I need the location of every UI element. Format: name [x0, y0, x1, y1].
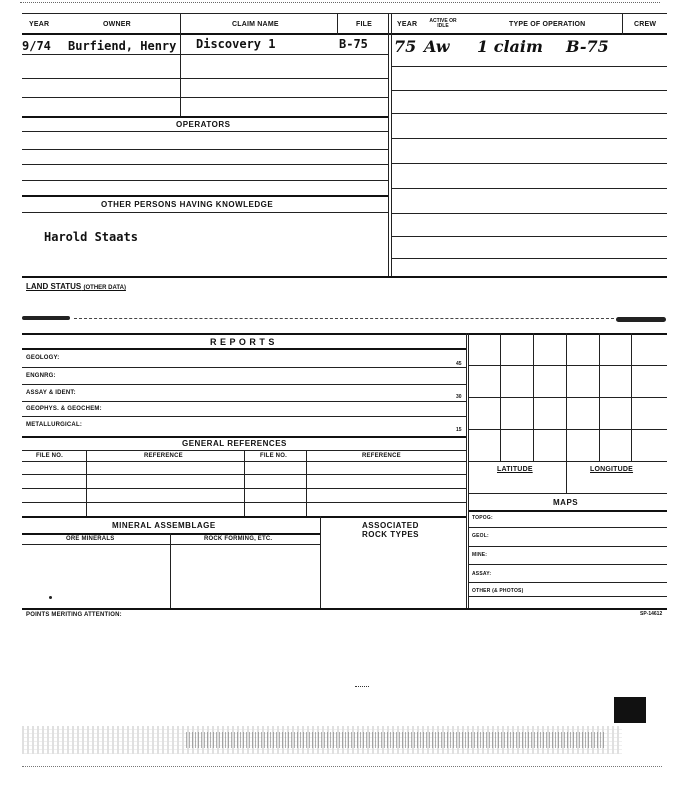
- reports-row-engnrg: ENGNRG:: [26, 373, 56, 379]
- rule: [22, 608, 667, 610]
- maps-row-mine: MINE:: [472, 552, 488, 558]
- rule: [469, 527, 667, 528]
- rule: [22, 276, 667, 278]
- rule: [22, 502, 466, 503]
- rule: [22, 131, 388, 132]
- header-type-of-operation: TYPE OF OPERATION: [509, 21, 586, 28]
- rule: [392, 213, 667, 214]
- refs-col-file-no-2: FILE NO.: [260, 453, 287, 459]
- divider: [337, 13, 338, 35]
- divider: [622, 13, 623, 35]
- rule: [22, 54, 388, 55]
- maps-title: MAPS: [553, 498, 579, 507]
- rule: [22, 78, 388, 79]
- reports-row-metallurgical: METALLURGICAL:: [26, 422, 83, 428]
- mineral-ore-minerals: ORE MINERALS: [66, 536, 115, 542]
- general-references-title: GENERAL REFERENCES: [182, 439, 287, 448]
- header-active-or-idle: ACTIVE OR IDLE: [429, 18, 457, 29]
- rule: [22, 97, 388, 98]
- latitude-label: LATITUDE: [497, 466, 533, 473]
- margin-number: 30: [456, 394, 462, 400]
- divider: [244, 450, 245, 516]
- rule: [22, 164, 388, 165]
- divider: [391, 13, 392, 278]
- rule: [22, 367, 466, 368]
- entry-year: 9/74: [22, 39, 51, 53]
- rule: [469, 564, 667, 565]
- scan-black-block: [614, 697, 646, 723]
- entry-file: B-75: [339, 37, 368, 51]
- rule: [22, 474, 466, 475]
- rule: [22, 13, 667, 14]
- rule: [469, 510, 667, 512]
- other-persons-name: Harold Staats: [44, 230, 138, 244]
- rule: [469, 582, 667, 583]
- rule: [469, 493, 667, 494]
- maps-row-topog: TOPOG:: [472, 515, 493, 521]
- grid-line: [469, 365, 667, 366]
- divider: [466, 333, 467, 608]
- reports-row-geophys: GEOPHYS. & GEOCHEM:: [26, 406, 102, 412]
- rule: [22, 333, 667, 335]
- entry-handwritten-status: Aw: [424, 37, 450, 56]
- entry-claim-name: Discovery 1: [196, 37, 276, 51]
- rock-types-label: ROCK TYPES: [362, 530, 420, 539]
- rule: [22, 436, 466, 438]
- rule: [392, 188, 667, 189]
- operators-title: OPERATORS: [176, 120, 231, 129]
- header-file: FILE: [356, 21, 372, 28]
- scan-dot: [49, 596, 52, 599]
- header-claim-name: CLAIM NAME: [232, 21, 279, 28]
- scan-noise: [22, 766, 662, 767]
- scan-smudge: [22, 316, 70, 320]
- entry-handwritten-year: 75: [394, 37, 417, 56]
- divider: [468, 333, 469, 608]
- refs-col-reference: REFERENCE: [144, 453, 183, 459]
- header-year-2: YEAR: [397, 21, 418, 28]
- rule: [392, 138, 667, 139]
- divider: [180, 13, 181, 116]
- rule: [392, 113, 667, 114]
- rule: [392, 236, 667, 237]
- reports-title: R E P O R T S: [210, 337, 275, 347]
- reports-row-geology: GEOLOGY:: [26, 355, 60, 361]
- rule: [392, 66, 667, 67]
- scan-noise: [74, 318, 614, 319]
- scan-noise-top: [20, 2, 660, 6]
- entry-handwritten-operation: 1 claim: [477, 37, 543, 56]
- rule: [22, 33, 667, 35]
- scan-noise: [186, 732, 606, 748]
- rule: [469, 596, 667, 597]
- form-number: SP-14612: [640, 611, 663, 617]
- divider: [170, 533, 171, 608]
- other-persons-title: OTHER PERSONS HAVING KNOWLEDGE: [101, 200, 274, 209]
- longitude-label: LONGITUDE: [590, 466, 634, 473]
- rule: [469, 546, 667, 547]
- grid-line: [469, 397, 667, 398]
- rule: [22, 401, 466, 402]
- divider: [86, 450, 87, 516]
- entry-owner: Burfiend, Henry: [68, 39, 177, 53]
- rule: [22, 348, 466, 350]
- rule: [22, 488, 466, 489]
- points-label: POINTS MERITING ATTENTION:: [26, 612, 122, 618]
- scan-noise: [355, 686, 369, 687]
- rule: [392, 258, 667, 259]
- rule: [22, 212, 388, 213]
- rule: [22, 384, 466, 385]
- rule: [22, 416, 466, 417]
- rule: [392, 90, 667, 91]
- rule: [22, 533, 320, 535]
- land-status-label: [26, 282, 126, 291]
- associated-label: ASSOCIATED: [362, 521, 419, 530]
- grid-line: [469, 461, 667, 462]
- divider: [306, 450, 307, 516]
- rule: [22, 180, 388, 181]
- reports-row-assay: ASSAY & IDENT:: [26, 390, 76, 396]
- header-crew: CREW: [634, 21, 657, 28]
- grid-line: [566, 333, 567, 493]
- rule: [392, 163, 667, 164]
- margin-number: 45: [456, 361, 462, 367]
- header-owner: OWNER: [103, 21, 131, 28]
- rule: [22, 544, 320, 545]
- maps-row-other: OTHER (& PHOTOS): [472, 588, 524, 594]
- maps-row-geol: GEOL:: [472, 533, 489, 539]
- maps-row-assay: ASSAY:: [472, 571, 492, 577]
- divider: [320, 516, 321, 608]
- entry-handwritten-crew: B-75: [566, 37, 609, 56]
- grid-line: [469, 429, 667, 430]
- refs-col-reference-2: REFERENCE: [362, 453, 401, 459]
- land-status-main: LAND STATUS: [26, 282, 82, 291]
- header-year: YEAR: [29, 21, 50, 28]
- divider: [388, 13, 389, 278]
- rule: [22, 516, 466, 518]
- mineral-title: MINERAL ASSEMBLAGE: [112, 521, 216, 530]
- mineral-rock-forming: ROCK FORMING, ETC.: [204, 536, 273, 542]
- refs-col-file-no: FILE NO.: [36, 453, 63, 459]
- rule: [22, 116, 388, 118]
- scan-smudge: [616, 317, 666, 322]
- rule: [22, 149, 388, 150]
- rule: [22, 195, 388, 197]
- margin-number: 15: [456, 427, 462, 433]
- land-status-sub: (OTHER DATA): [83, 285, 126, 291]
